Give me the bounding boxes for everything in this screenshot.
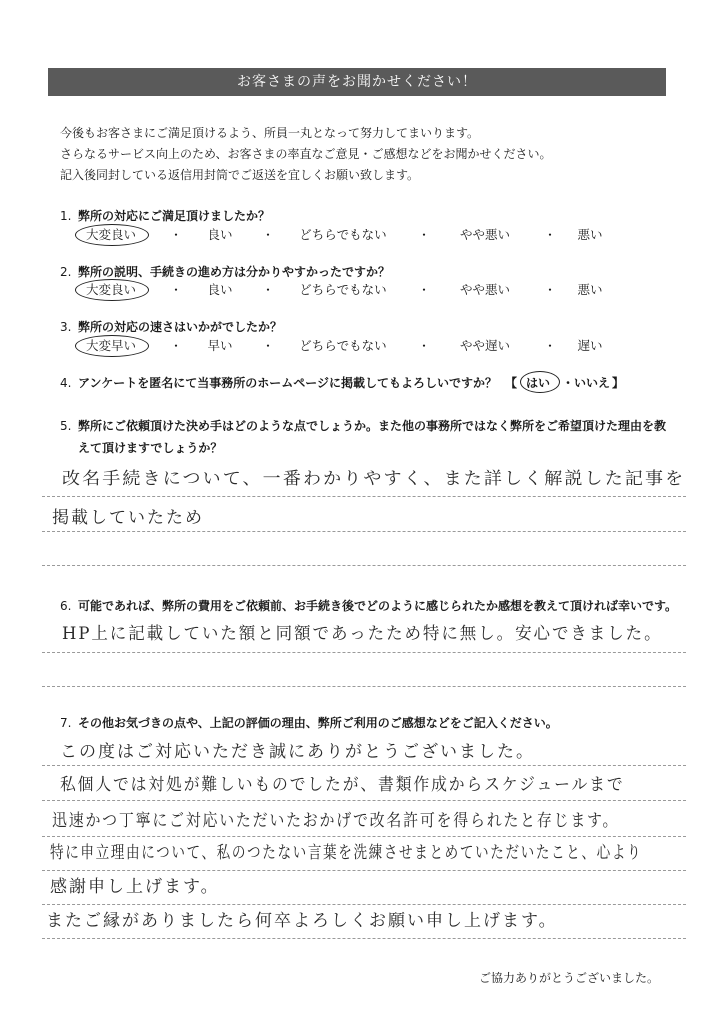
- intro-line-2: さらなるサービス向上のため、お客さまの率直なご意見・ご感想などをお聞かせください。: [60, 147, 552, 161]
- question-2-text: 弊所の説明、手続きの進め方は分かりやすかったですか？: [78, 265, 391, 279]
- q2-option-2[interactable]: 良い: [207, 282, 233, 297]
- q5-handwritten-answer-line-2: 掲載していたため: [52, 508, 204, 528]
- answer-dashed-line: [42, 938, 686, 939]
- q3-option-3[interactable]: どちらでもない: [299, 338, 387, 353]
- q2-option-4[interactable]: やや悪い: [459, 282, 510, 297]
- q5-handwritten-answer-line-1: 改名手続きについて、一番わかりやすく、また詳しく解説した記事を: [62, 469, 686, 489]
- q1-option-1[interactable]: 大変良い: [85, 227, 136, 242]
- question-5-text-line-1: 弊所にご依頼頂けた決め手はどのような点でしょうか。また他の事務所ではなく弊所をご希望頂けた理由を教: [78, 419, 667, 433]
- question-1-text: 弊所の対応にご満足頂けましたか？: [78, 209, 271, 223]
- q3-option-5[interactable]: 遅い: [577, 338, 603, 353]
- question-4-number: 4.: [60, 376, 72, 390]
- separator-dot: ・: [418, 283, 431, 297]
- answer-dashed-line: [42, 496, 686, 497]
- question-3-number: 3.: [60, 320, 72, 334]
- separator-dot: ・: [418, 339, 431, 353]
- question-2-number: 2.: [60, 265, 72, 279]
- separator-dot: ・: [562, 376, 575, 390]
- q3-option-1[interactable]: 大変早い: [85, 338, 136, 353]
- separator-dot: ・: [544, 283, 557, 297]
- separator-dot: ・: [170, 339, 183, 353]
- question-1-number: 1.: [60, 209, 72, 223]
- answer-dashed-line: [42, 870, 686, 871]
- answer-dashed-line: [42, 800, 686, 801]
- q7-handwritten-answer-line-6: またご縁がありましたら何卒よろしくお願い申し上げます。: [46, 911, 558, 931]
- question-7-text: その他お気づきの点や、上記の評価の理由、弊所ご利用のご感想などをご記入ください。: [78, 716, 558, 730]
- q2-option-1[interactable]: 大変良い: [85, 282, 136, 297]
- q1-option-3[interactable]: どちらでもない: [299, 227, 387, 242]
- question-6-number: 6.: [60, 599, 72, 613]
- q4-bracket-open: 【: [505, 376, 518, 390]
- thanks-footer: ご協力ありがとうございました。: [478, 971, 659, 985]
- question-5: [60, 418, 666, 434]
- q4-bracket-close: 】: [612, 376, 625, 390]
- answer-dashed-line: [42, 531, 686, 532]
- question-7-number: 7.: [60, 716, 72, 730]
- question-1: [60, 208, 270, 224]
- q4-option-no[interactable]: いいえ: [574, 376, 611, 390]
- q1-option-5[interactable]: 悪い: [577, 227, 603, 242]
- separator-dot: ・: [544, 339, 557, 353]
- intro-line-1: 今後もお客さまにご満足頂けるよう、所員一丸となって努力してまいります。: [60, 126, 480, 140]
- separator-dot: ・: [170, 283, 183, 297]
- intro-line-3: 記入後同封している返信用封筒でご返送を宜しくお願い致します。: [60, 168, 420, 182]
- q2-option-3[interactable]: どちらでもない: [299, 282, 387, 297]
- q2-option-5[interactable]: 悪い: [577, 282, 603, 297]
- separator-dot: ・: [262, 339, 275, 353]
- q7-handwritten-answer-line-3: 迅速かつ丁寧にご対応いただいたおかげで改名許可を得られたと存じます。: [52, 811, 620, 831]
- q3-option-4[interactable]: やや遅い: [459, 338, 510, 353]
- answer-dashed-line: [42, 686, 686, 687]
- q7-handwritten-answer-line-1: この度はご対応いただき誠にありがとうございました。: [60, 742, 535, 762]
- q1-option-2[interactable]: 良い: [207, 227, 233, 242]
- q7-handwritten-answer-line-2: 私個人では対処が難しいものでしたが、書類作成からスケジュールまで: [60, 775, 625, 795]
- separator-dot: ・: [262, 228, 275, 242]
- answer-dashed-line: [42, 565, 686, 566]
- q7-handwritten-answer-line-4: 特に申立理由について、私のつたない言葉を洗練させまとめていただいたこと、心より: [50, 843, 643, 863]
- separator-dot: ・: [262, 283, 275, 297]
- question-4-text: アンケートを匿名にて当事務所のホームページに掲載してもよろしいですか？: [78, 376, 498, 390]
- question-2: [60, 264, 390, 280]
- q3-option-2[interactable]: 早い: [207, 338, 233, 353]
- separator-dot: ・: [544, 228, 557, 242]
- answer-dashed-line: [42, 652, 686, 653]
- q7-handwritten-answer-line-5: 感謝申し上げます。: [50, 877, 220, 897]
- question-5-text-line-2: えて頂けますでしょうか？: [78, 441, 223, 455]
- answer-dashed-line: [42, 765, 686, 766]
- question-6-text: 可能であれば、弊所の費用をご依頼前、お手続き後でどのように感じられたか感想を教えて頂ければ幸いです。: [78, 599, 678, 613]
- answer-dashed-line: [42, 904, 686, 905]
- question-6: [60, 598, 677, 614]
- q1-option-4[interactable]: やや悪い: [459, 227, 510, 242]
- q6-handwritten-answer: HP上に記載していた額と同額であったため特に無し。安心できました。: [62, 624, 663, 644]
- survey-header: お客さまの声をお聞かせください！: [48, 68, 666, 96]
- question-3: [60, 319, 282, 335]
- separator-dot: ・: [418, 228, 431, 242]
- separator-dot: ・: [170, 228, 183, 242]
- question-4: [60, 375, 497, 391]
- q4-option-yes[interactable]: はい: [526, 376, 551, 390]
- answer-dashed-line: [42, 836, 686, 837]
- question-5-number: 5.: [60, 419, 72, 433]
- question-7: [60, 715, 558, 731]
- question-3-text: 弊所の対応の速さはいかがでしたか？: [78, 320, 283, 334]
